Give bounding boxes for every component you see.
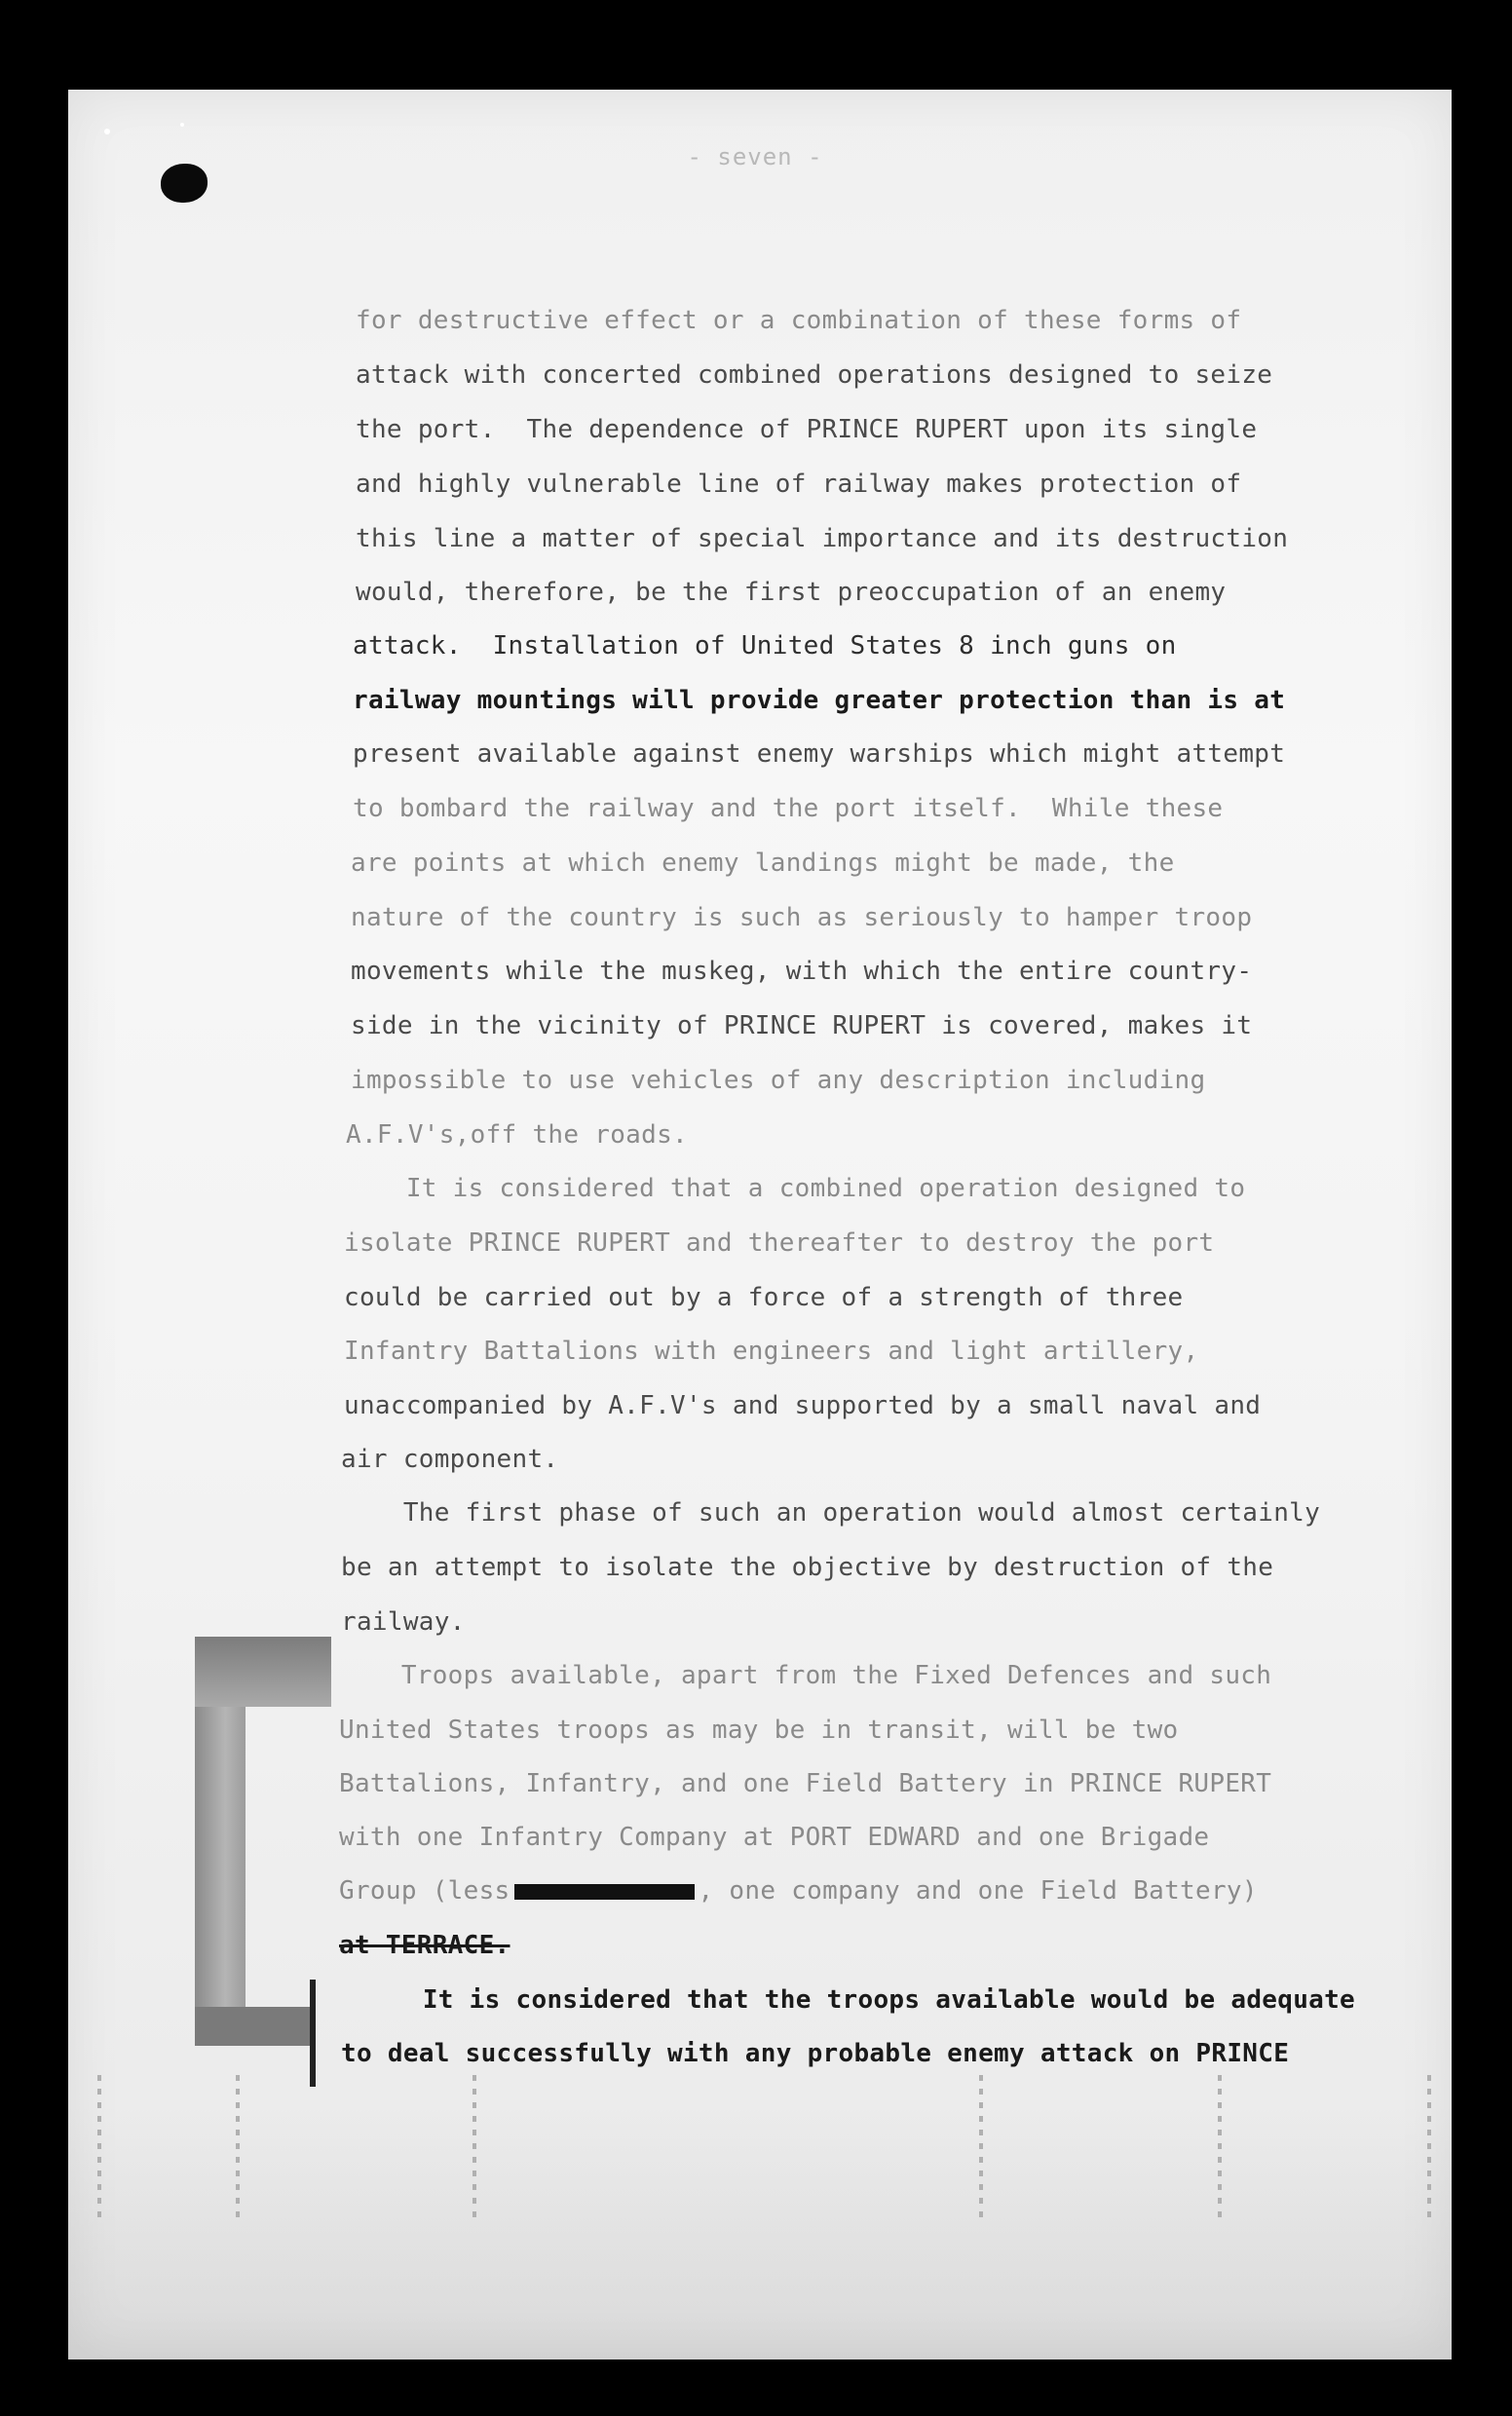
line-end: , one company and one Field Battery) — [698, 1876, 1258, 1906]
body-line-with-redaction — [339, 1876, 1258, 1906]
bracket-bottom — [195, 2007, 312, 2046]
bracket-tick — [310, 1980, 316, 2087]
body-line: Battalions, Infantry, and one Field Battery in PRINCE RUPERT — [339, 1769, 1272, 1798]
body-line: with one Infantry Company at PORT EDWARD and one Brigade — [339, 1823, 1210, 1852]
body-line: nature of the country is such as seriously to hamper troop — [351, 903, 1253, 932]
body-line: isolate PRINCE RUPERT and thereafter to destroy the port — [344, 1228, 1215, 1258]
body-line: air component. — [341, 1445, 559, 1474]
body-line: attack. Installation of United States 8 inch guns on — [353, 631, 1177, 661]
body-line: A.F.V's,off the roads. — [346, 1120, 688, 1150]
body-line: and highly vulnerable line of railway makes protection of — [356, 470, 1242, 499]
body-line: United States troops as may be in transit, will be two — [339, 1716, 1179, 1745]
body-line: impossible to use vehicles of any description including — [351, 1066, 1206, 1095]
body-line: Troops available, apart from the Fixed Defences and such — [339, 1661, 1272, 1690]
body-line: be an attempt to isolate the objective by destruction of the — [341, 1553, 1274, 1582]
body-line: movements while the muskeg, with which the entire country- — [351, 957, 1253, 986]
scan-speck — [180, 123, 184, 127]
body-line: railway. — [341, 1607, 466, 1637]
body-line: unaccompanied by A.F.V's and supported by a small naval and — [344, 1391, 1262, 1420]
body-line: this line a matter of special importance and its destruction — [356, 524, 1289, 553]
body-line: to deal successfully with any probable enemy attack on PRINCE — [341, 2039, 1290, 2068]
margin-bracket — [195, 1637, 331, 2046]
body-line: attack with concerted combined operations designed to seize — [356, 360, 1273, 390]
punch-hole — [161, 164, 208, 203]
body-line: would, therefore, be the first preoccupation of an enemy — [356, 578, 1227, 607]
body-line: railway mountings will provide greater protection than is at — [353, 686, 1286, 715]
bracket-top — [195, 1637, 331, 1707]
body-line: the port. The dependence of PRINCE RUPERT upon its single — [356, 415, 1258, 444]
body-line: at TERRACE. — [339, 1931, 510, 1960]
body-line: could be carried out by a force of a strength of three — [344, 1283, 1184, 1312]
body-line: present available against enemy warships which might attempt — [353, 739, 1286, 769]
body-line: Infantry Battalions with engineers and light artillery, — [344, 1337, 1199, 1366]
body-line: It is considered that a combined operation designed to — [344, 1174, 1246, 1203]
body-line: for destructive effect or a combination of these forms of — [356, 306, 1242, 335]
redaction-bar — [514, 1884, 695, 1900]
scan-speck — [104, 129, 110, 134]
line-start: Group (less — [339, 1876, 510, 1906]
body-line: It is considered that the troops available would be adequate — [360, 1985, 1356, 2015]
body-line: to bombard the railway and the port itself. While these — [353, 794, 1224, 823]
page-number: - seven - — [687, 143, 823, 170]
body-line: side in the vicinity of PRINCE RUPERT is covered, makes it — [351, 1011, 1253, 1040]
body-line: The first phase of such an operation would almost certainly — [341, 1498, 1321, 1528]
body-line: are points at which enemy landings might be made, the — [351, 849, 1175, 878]
film-edge-marks — [68, 2075, 1452, 2221]
